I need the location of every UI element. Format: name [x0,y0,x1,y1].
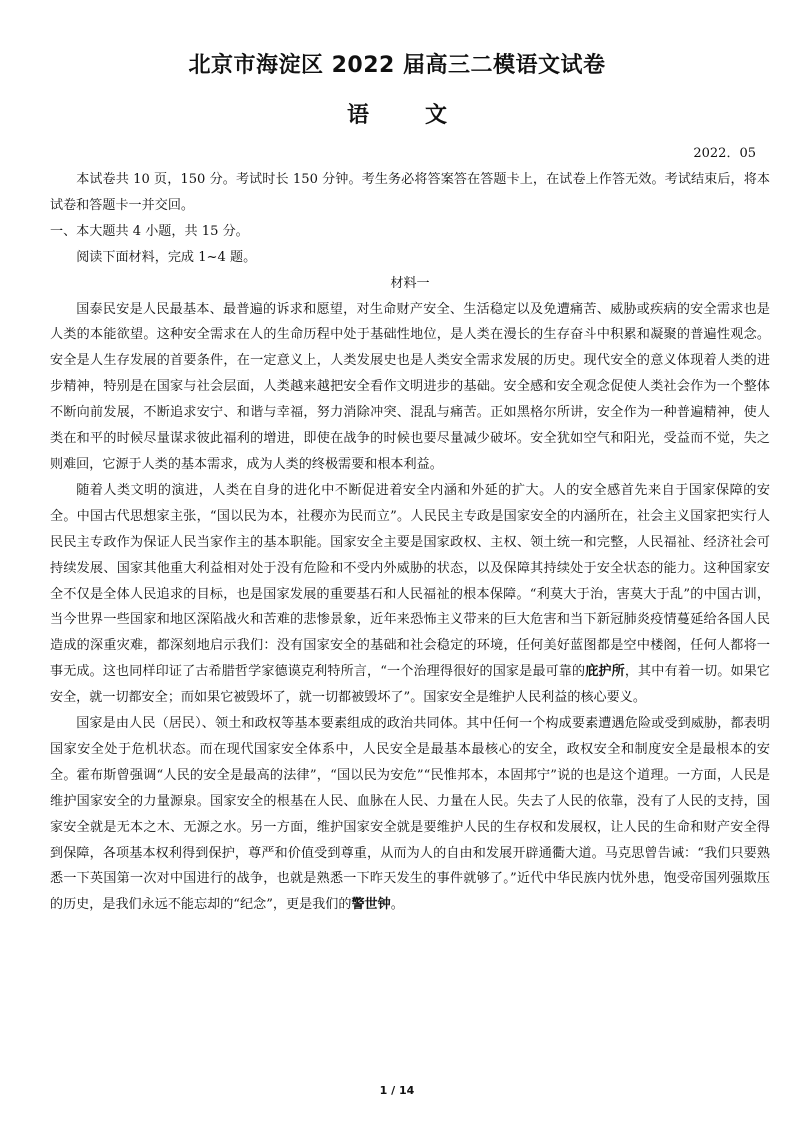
reading-prompt: 阅读下面材料，完成 1~4 题。 [76,249,257,265]
paragraph-3-text-b: 。 [390,897,404,913]
paragraph-2-text-b: ，其中有着一切。如果它安全，就一切都安全；而如果它被毁坏了，就一切都被毁坏了”。国家安全是维护人民利益的核心要义。 [50,664,771,706]
paragraph-2 [50,478,770,711]
paragraph-2-text-a: 随着人类文明的演进，人类在自身的进化中不断促进着安全内涵和外延的扩大。人的安全感首先来自于国家保障的安全。中国古代思想家主张，“国以民为本，社稷亦为民而立”。人民民主专政是国家安全的内涵所在，社会主义国家把实行人民民主专政作为保证人民当家作主的基本职能。国家安全主要是国家政权、主权、领土统一和完整，人民福祉、经济社会可持续发展、国家其他重大利益相对处于没有危险和不受内外威胁的状态，以及保障其持续处于安全状态的能力。这种国家安全不仅是全体人民追求的目标，也是国家发展的重要基石和人民福祉的根本保障。“利莫大于治，害莫大于乱”的中国古训，当今世界一些国家和地区深陷战火和苦难的悲惨景象，近年来恐怖主义带来的巨大危害和当下新冠肺炎疫情蔓延给各国人民造成的深重灾难，都深刻地启示我们：没有国家安全的基础和社会稳定的环境，任何美好蓝图都是空中楼阁，任何人都将一事无成。这也同样印证了古希腊哲学家德谟克利特所言，“一个治理得很好的国家是最可靠的 [50,482,770,680]
document-body [50,167,770,918]
paragraph-3-emphasis: 警世钟 [351,897,391,913]
exam-instructions: 本试卷共 10 页，150 分。考试时长 150 分钟。考生务必将答案答在答题卡上，在试卷上作答无效。考试结束后，将本试卷和答题卡一并交回。 [50,172,770,213]
paragraph-1: 国泰民安是人民最基本、最普遍的诉求和愿望，对生命财产安全、生活稳定以及免遭痛苦、威胁或疾病的安全需求也是人类的本能欲望。这种安全需求在人的生命历程中处于基础性地位，是人类在漫长的生存奋斗中积累和凝聚的普遍性观念。安全是人生存发展的首要条件，在一定意义上，人类发展史也是人类安全需求发展的历史。现代安全的意义体现着人类的进步精神，特别是在国家与社会层面，人类越来越把安全看作文明进步的基础。安全感和安全观念促使人类社会作为一个整体不断向前发展，不断追求安宁、和谐与幸福，努力消除冲突、混乱与痛苦。正如黑格尔所讲，安全作为一种普遍精神，使人类在和平的时候尽量谋求彼此福利的增进，即使在战争的时候也要尽量减少破坏。安全犹如空气和阳光，受益而不觉，失之则难回，它源于人类的基本需求，成为人类的终极需要和根本利益。 [50,301,770,472]
paragraph-3-text-a: 国家是由人民（居民）、领土和政权等基本要素组成的政治共同体。其中任何一个构成要素遭遇危险或受到威胁，都表明国家安全处于危机状态。而在现代国家安全体系中，人民安全是最基本最核心的安全，政权安全和制度安全是最根本的安全。霍布斯曾强调“人民的安全是最高的法律”，“国以民为安危”“民惟邦本，本固邦宁”说的也是这个道理。一方面，人民是维护国家安全的力量源泉。国家安全的根基在人民、血脉在人民、力量在人民。失去了人民的依靠，没有了人民的支持，国家安全就是无本之木、无源之水。另一方面，维护国家安全就是要维护人民的生存权和发展权，让人民的生命和财产安全得到保障，各项基本权利得到保护，尊严和价值受到尊重，从而为人的自由和发展开辟通衢大道。马克思曾告诫：“我们只要熟悉一下英国第一次对中国进行的战争，也就是熟悉一下昨天发生的事件就够了。”近代中华民族内忧外患，饱受帝国列强欺压的历史，是我们永远不能忘却的“纪念”，更是我们的 [50,716,770,913]
exam-title: 北京市海淀区 2022 届高三二模语文试卷 [188,53,606,78]
subject-title: 语文 [346,103,503,128]
section-heading: 一、本大题共 4 小题，共 15 分。 [50,223,249,239]
material-heading: 材料一 [390,275,430,291]
exam-date: 2022．05 [693,146,756,161]
paragraph-2-emphasis: 庇护所 [585,664,625,680]
page-number: 1 / 14 [379,1084,415,1097]
paragraph-3 [50,711,770,918]
